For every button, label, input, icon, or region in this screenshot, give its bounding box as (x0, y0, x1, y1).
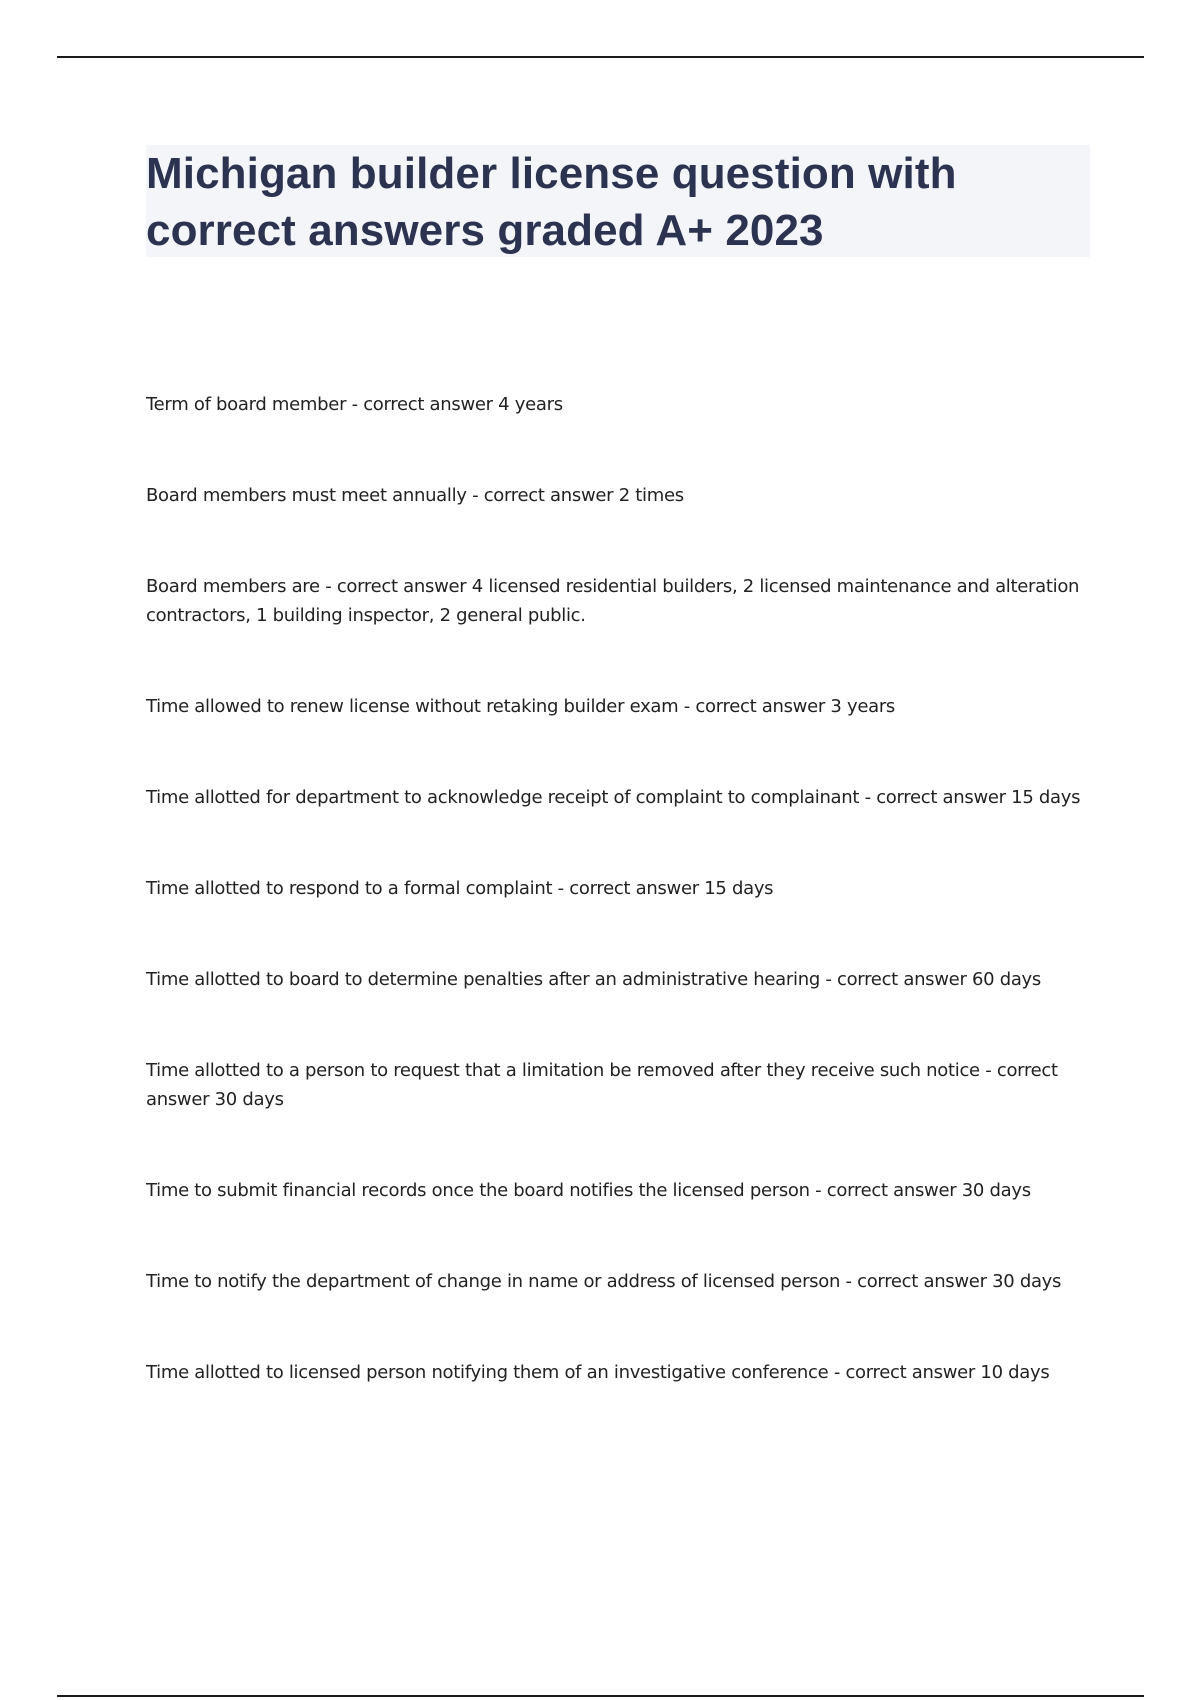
list-item: Time allotted for department to acknowledge receipt of complaint to complainant - correct answer 15 days (146, 787, 1081, 808)
list-item: Board members are - correct answer 4 licensed residential builders, 2 licensed maintenance and alteration contractors, 1 building inspector, 2 general public. (146, 576, 1080, 626)
list-item: Term of board member - correct answer 4 years (146, 394, 563, 415)
list-item: Time allowed to renew license without retaking builder exam - correct answer 3 years (146, 696, 896, 717)
footer-rule (57, 1695, 1144, 1697)
list-item: Time allotted to licensed person notifying them of an investigative conference - correct answer 10 days (146, 1362, 1050, 1383)
list-item: Time allotted to respond to a formal complaint - correct answer 15 days (146, 878, 774, 899)
qa-list (146, 390, 1091, 1449)
header-rule (57, 56, 1144, 58)
list-item: Time to notify the department of change in name or address of licensed person - correct answer 30 days (146, 1271, 1062, 1292)
list-item: Board members must meet annually - correct answer 2 times (146, 485, 684, 506)
document-title: Michigan builder license question with correct answers graded A+ 2023 (146, 149, 957, 255)
list-item: Time allotted to board to determine penalties after an administrative hearing - correct answer 60 days (146, 969, 1041, 990)
title-block (146, 145, 1090, 257)
list-item: Time allotted to a person to request that a limitation be removed after they receive such notice - correct answer 30 days (146, 1060, 1058, 1110)
list-item: Time to submit financial records once the board notifies the licensed person - correct answer 30 days (146, 1180, 1031, 1201)
